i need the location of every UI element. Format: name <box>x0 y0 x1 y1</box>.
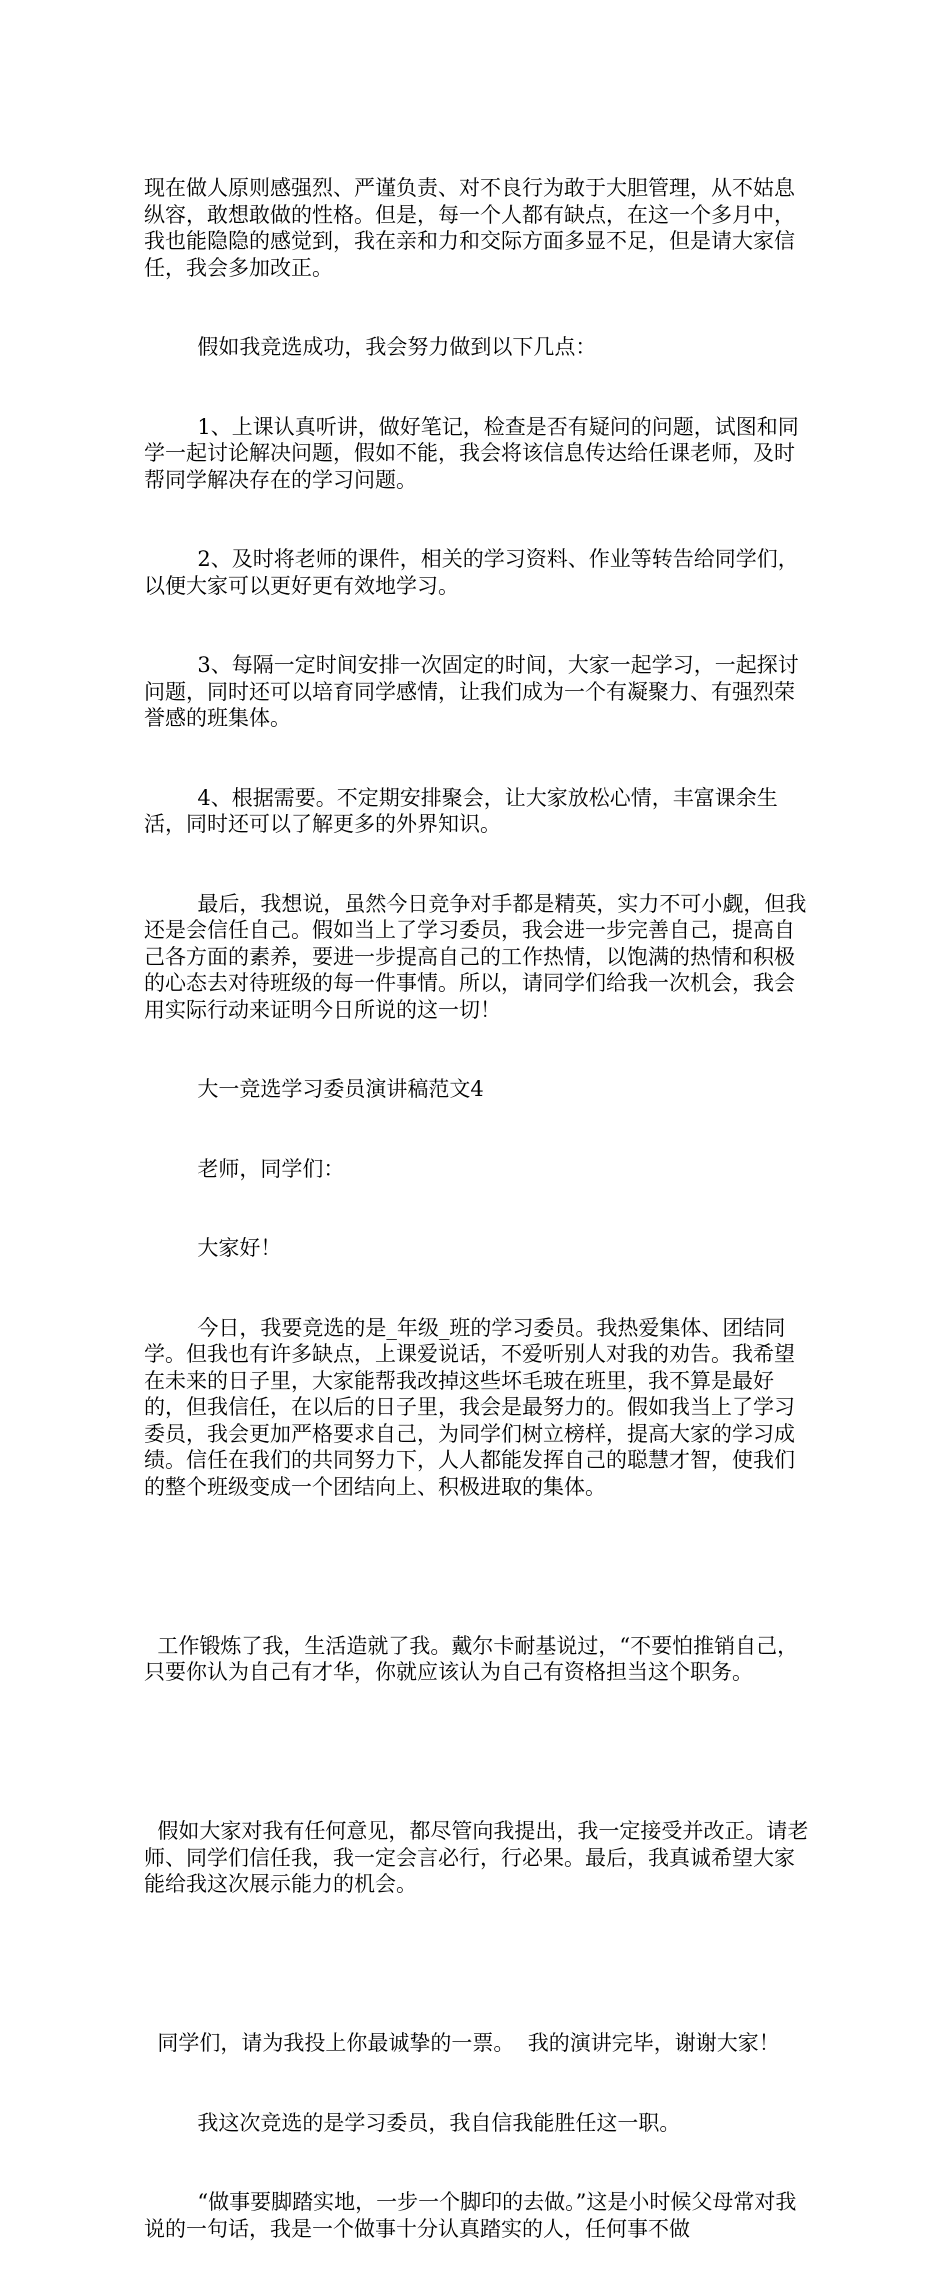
list-item-4: 4、根据需要。不定期安排聚会，让大家放松心情，丰富课余生活，同时还可以了解更多的外界知识。 <box>144 785 778 836</box>
blank-line <box>144 1553 814 1580</box>
paragraph: 假如大家对我有任何意见，都尽管向我提出，我一定接受并改正。请老师、同学们信任我，我一定会言必行，行必果。最后，我真诚希望大家能给我这次展示能力的机会。 <box>144 1819 809 1896</box>
paragraph: 工作锻炼了我，生活造就了我。戴尔卡耐基说过，“不要怕推销自己，只要你认为自己有才华，你就应该认为自己有资格担当这个职务。 <box>144 1633 799 1684</box>
list-item-3: 3、每隔一定时间安排一次固定的时间，大家一起学习，一起探讨问题，同时还可以培育同学感情，让我们成为一个有凝聚力、有强烈荣誉感的班集体。 <box>144 653 799 730</box>
paragraph: 同学们，请为我投上你最诚挚的一票。 我的演讲完毕，谢谢大家！ <box>144 2031 780 2055</box>
list-item-1: 1、上课认真听讲，做好笔记，检查是否有疑问的问题，试图和同学一起讨论解决问题，假如不能，我会将该信息传达给任课老师，及时帮同学解决存在的学习问题。 <box>144 414 799 492</box>
paragraph: 今日，我要竞选的是_年级_班的学习委员。我热爱集体、团结同学。但我也有许多缺点，上课爱说话，不爱听别人对我的劝告。我希望在未来的日子里，大家能帮我改掉这些坏毛玻在班里，我不算是最好的，但我信任，在以后的日子里，我会是最努力的。假如我当上了学习委员，我会更加严格要求自己，为同学们树立榜样，提高大家的学习成绩。信任在我们的共同努力下，人人都能发挥自己的聪慧才智，使我们的整个班级变成一个团结向上、积极进取的集体。 <box>144 1315 795 1499</box>
section-heading: 大一竞选学习委员演讲稿范文4 <box>144 1077 484 1101</box>
paragraph: 我这次竞选的是学习委员，我自信我能胜任这一职。 <box>144 2110 681 2135</box>
blank-line <box>144 1739 814 1766</box>
greeting: 大家好！ <box>144 1236 282 1260</box>
paragraph: 最后，我想说，虽然今日竞争对手都是精英，实力不可小觑，但我还是会信任自己。假如当上了学习委员，我会进一步完善自己，提高自己各方面的素养，要进一步提高自己的工作热情，以饱满的热情和积极的心态去对待班级的每一件事情。所以，请同学们给我一次机会，我会用实际行动来证明今日所说的这一切！ <box>144 891 807 1022</box>
blank-line <box>144 1951 814 1978</box>
paragraph: 现在做人原则感强烈、严谨负责、对不良行为敢于大胆管理，从不姑息纵容，敢想敢做的性格。但是，每一个人都有缺点，在这一个多月中，我也能隐隐的感觉到，我在亲和力和交际方面多显不足，但是请大家信任，我会多加改正。 <box>144 176 795 280</box>
document-body <box>144 122 814 2295</box>
paragraph: “做事要脚踏实地，一步一个脚印的去做。”这是小时候父母常对我说的一句话，我是一个做事十分认真踏实的人，任何事不做 <box>144 2190 797 2241</box>
salutation: 老师，同学们： <box>144 1156 345 1181</box>
list-item-2: 2、及时将老师的课件，相关的学习资料、作业等转告给同学们，以便大家可以更好更有效地学习。 <box>144 547 799 598</box>
paragraph: 假如我竞选成功，我会努力做到以下几点： <box>144 335 597 359</box>
